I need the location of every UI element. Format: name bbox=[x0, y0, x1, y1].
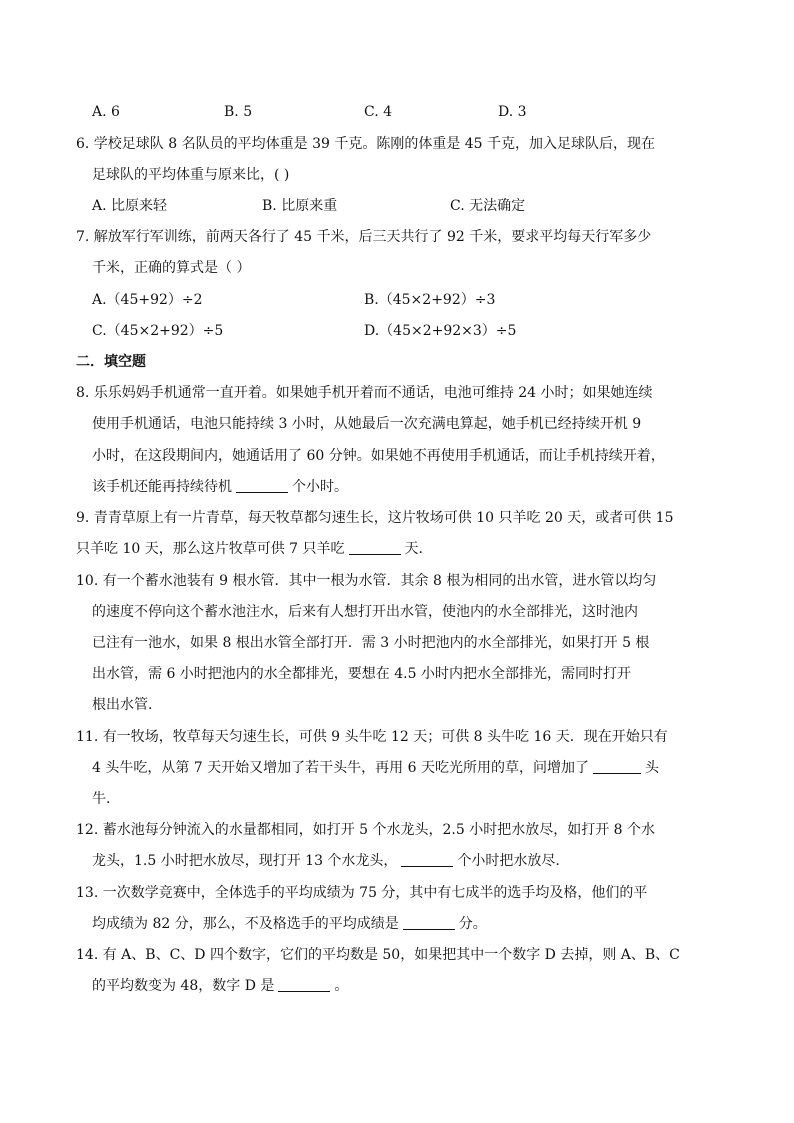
q14-line-2 bbox=[92, 976, 348, 996]
q9-line-2-suffix: 天. bbox=[404, 541, 423, 557]
q8-line-4 bbox=[92, 477, 348, 497]
q9-answer-blank[interactable] bbox=[349, 540, 401, 555]
q7-option-a: A.（45+92）÷2 bbox=[92, 292, 203, 308]
q11-line-3: 牛. bbox=[92, 791, 111, 807]
q5-option-b: B. 5 bbox=[224, 104, 253, 120]
q11-line-2-text: 4 头牛吃，从第 7 天开始又增加了若干头牛，再用 6 天吃光所用的草，问增加了 bbox=[92, 760, 589, 776]
q13-line-2 bbox=[92, 914, 487, 934]
q11-line-2 bbox=[92, 758, 659, 778]
q7-line-1: 7. 解放军行军训练，前两天各行了 45 千米，后三天共行了 92 千米，要求平均每天行军多少 bbox=[76, 229, 652, 245]
q8-line-3: 小时，在这段期间内，她通话用了 60 分钟。如果她不再使用手机通话，而让手机持续开着， bbox=[92, 448, 665, 464]
q12-answer-blank[interactable] bbox=[401, 852, 453, 867]
q9-line-2 bbox=[76, 539, 423, 559]
q11-line-1: 11. 有一牧场，牧草每天匀速生长，可供 9 头牛吃 12 天；可供 8 头牛吃 16 天．现在开始只有 bbox=[76, 729, 668, 745]
q9-line-2-text: 只羊吃 10 天，那么这片牧草可供 7 只羊吃 bbox=[76, 541, 345, 557]
section-title-fill-in: 二．填空题 bbox=[76, 354, 146, 370]
q7-line-2: 千米，正确的算式是（ ） bbox=[92, 260, 251, 276]
q8-line-4-suffix: 个小时。 bbox=[292, 479, 348, 495]
q12-line-2 bbox=[92, 851, 560, 871]
q10-line-2: 的速度不停向这个蓄水池注水，后来有人想打开出水管，使池内的水全部排光，这时池内 bbox=[92, 604, 638, 620]
q13-line-2-suffix: 分。 bbox=[458, 916, 487, 932]
q13-answer-blank[interactable] bbox=[403, 915, 455, 930]
q11-line-2-suffix: 头 bbox=[644, 760, 659, 776]
q6-line-2: 足球队的平均体重与原来比，( ) bbox=[92, 167, 290, 183]
q10-line-4: 出水管，需 6 小时把池内的水全都排光，要想在 4.5 小时内把水全部排光，需同时打开 bbox=[92, 666, 631, 682]
q8-line-4-text: 该手机还能再持续待机 bbox=[92, 479, 232, 495]
q8-answer-blank[interactable] bbox=[236, 478, 288, 493]
q9-line-1: 9. 青青草原上有一片青草，每天牧草都匀速生长，这片牧场可供 10 只羊吃 20 天，或者可供 15 bbox=[76, 510, 674, 526]
q14-line-2-text: 的平均数变为 48，数字 D 是 bbox=[92, 978, 275, 994]
q13-line-2-text: 均成绩为 82 分，那么，不及格选手的平均成绩是 bbox=[92, 916, 399, 932]
q12-line-1: 12. 蓄水池每分钟流入的水量都相同，如打开 5 个水龙头，2.5 小时把水放尽，如打开 8 个水 bbox=[76, 822, 656, 838]
q10-line-3: 已注有一池水，如果 8 根出水管全部打开．需 3 小时把池内的水全部排光，如果打开 5 根 bbox=[92, 635, 650, 651]
q8-line-2: 使用手机通话，电池只能持续 3 小时，从她最后一次充满电算起，她手机已经持续开机 9 bbox=[92, 416, 642, 432]
q5-option-d: D. 3 bbox=[498, 104, 527, 120]
q7-option-c: C.（45×2+92）÷5 bbox=[92, 323, 224, 339]
q10-line-5: 根出水管. bbox=[92, 697, 153, 713]
q6-line-1: 6. 学校足球队 8 名队员的平均体重是 39 千克。陈刚的体重是 45 千克，加入足球队后，现在 bbox=[76, 136, 656, 152]
q11-answer-blank[interactable] bbox=[593, 759, 641, 774]
q14-answer-blank[interactable] bbox=[278, 977, 330, 992]
q12-line-2-text: 龙头，1.5 小时把水放尽，现打开 13 个水龙头， bbox=[92, 853, 398, 869]
q14-line-2-suffix: 。 bbox=[334, 978, 349, 994]
q10-line-1: 10. 有一个蓄水池装有 9 根水管．其中一根为水管．其余 8 根为相同的出水管，进水管以均匀 bbox=[76, 573, 657, 589]
q14-line-1: 14. 有 A、B、C、D 四个数字，它们的平均数是 50，如果把其中一个数字 D 去掉，则 A、B、C bbox=[76, 947, 680, 963]
q7-option-d: D.（45×2+92×3）÷5 bbox=[364, 323, 517, 339]
q12-line-2-suffix: 个小时把水放尽. bbox=[457, 853, 560, 869]
q5-option-c: C. 4 bbox=[364, 104, 393, 120]
q13-line-1: 13. 一次数学竞赛中，全体选手的平均成绩为 75 分，其中有七成半的选手均及格，他们的平 bbox=[76, 885, 648, 901]
q6-option-b: B. 比原来重 bbox=[262, 198, 338, 214]
q5-option-a: A. 6 bbox=[92, 104, 120, 120]
q6-option-a: A. 比原来轻 bbox=[92, 198, 168, 214]
q6-option-c: C. 无法确定 bbox=[450, 198, 526, 214]
q8-line-1: 8. 乐乐妈妈手机通常一直开着。如果她手机开着而不通话，电池可维持 24 小时；如果她连续 bbox=[76, 385, 653, 401]
q7-option-b: B.（45×2+92）÷3 bbox=[364, 292, 496, 308]
